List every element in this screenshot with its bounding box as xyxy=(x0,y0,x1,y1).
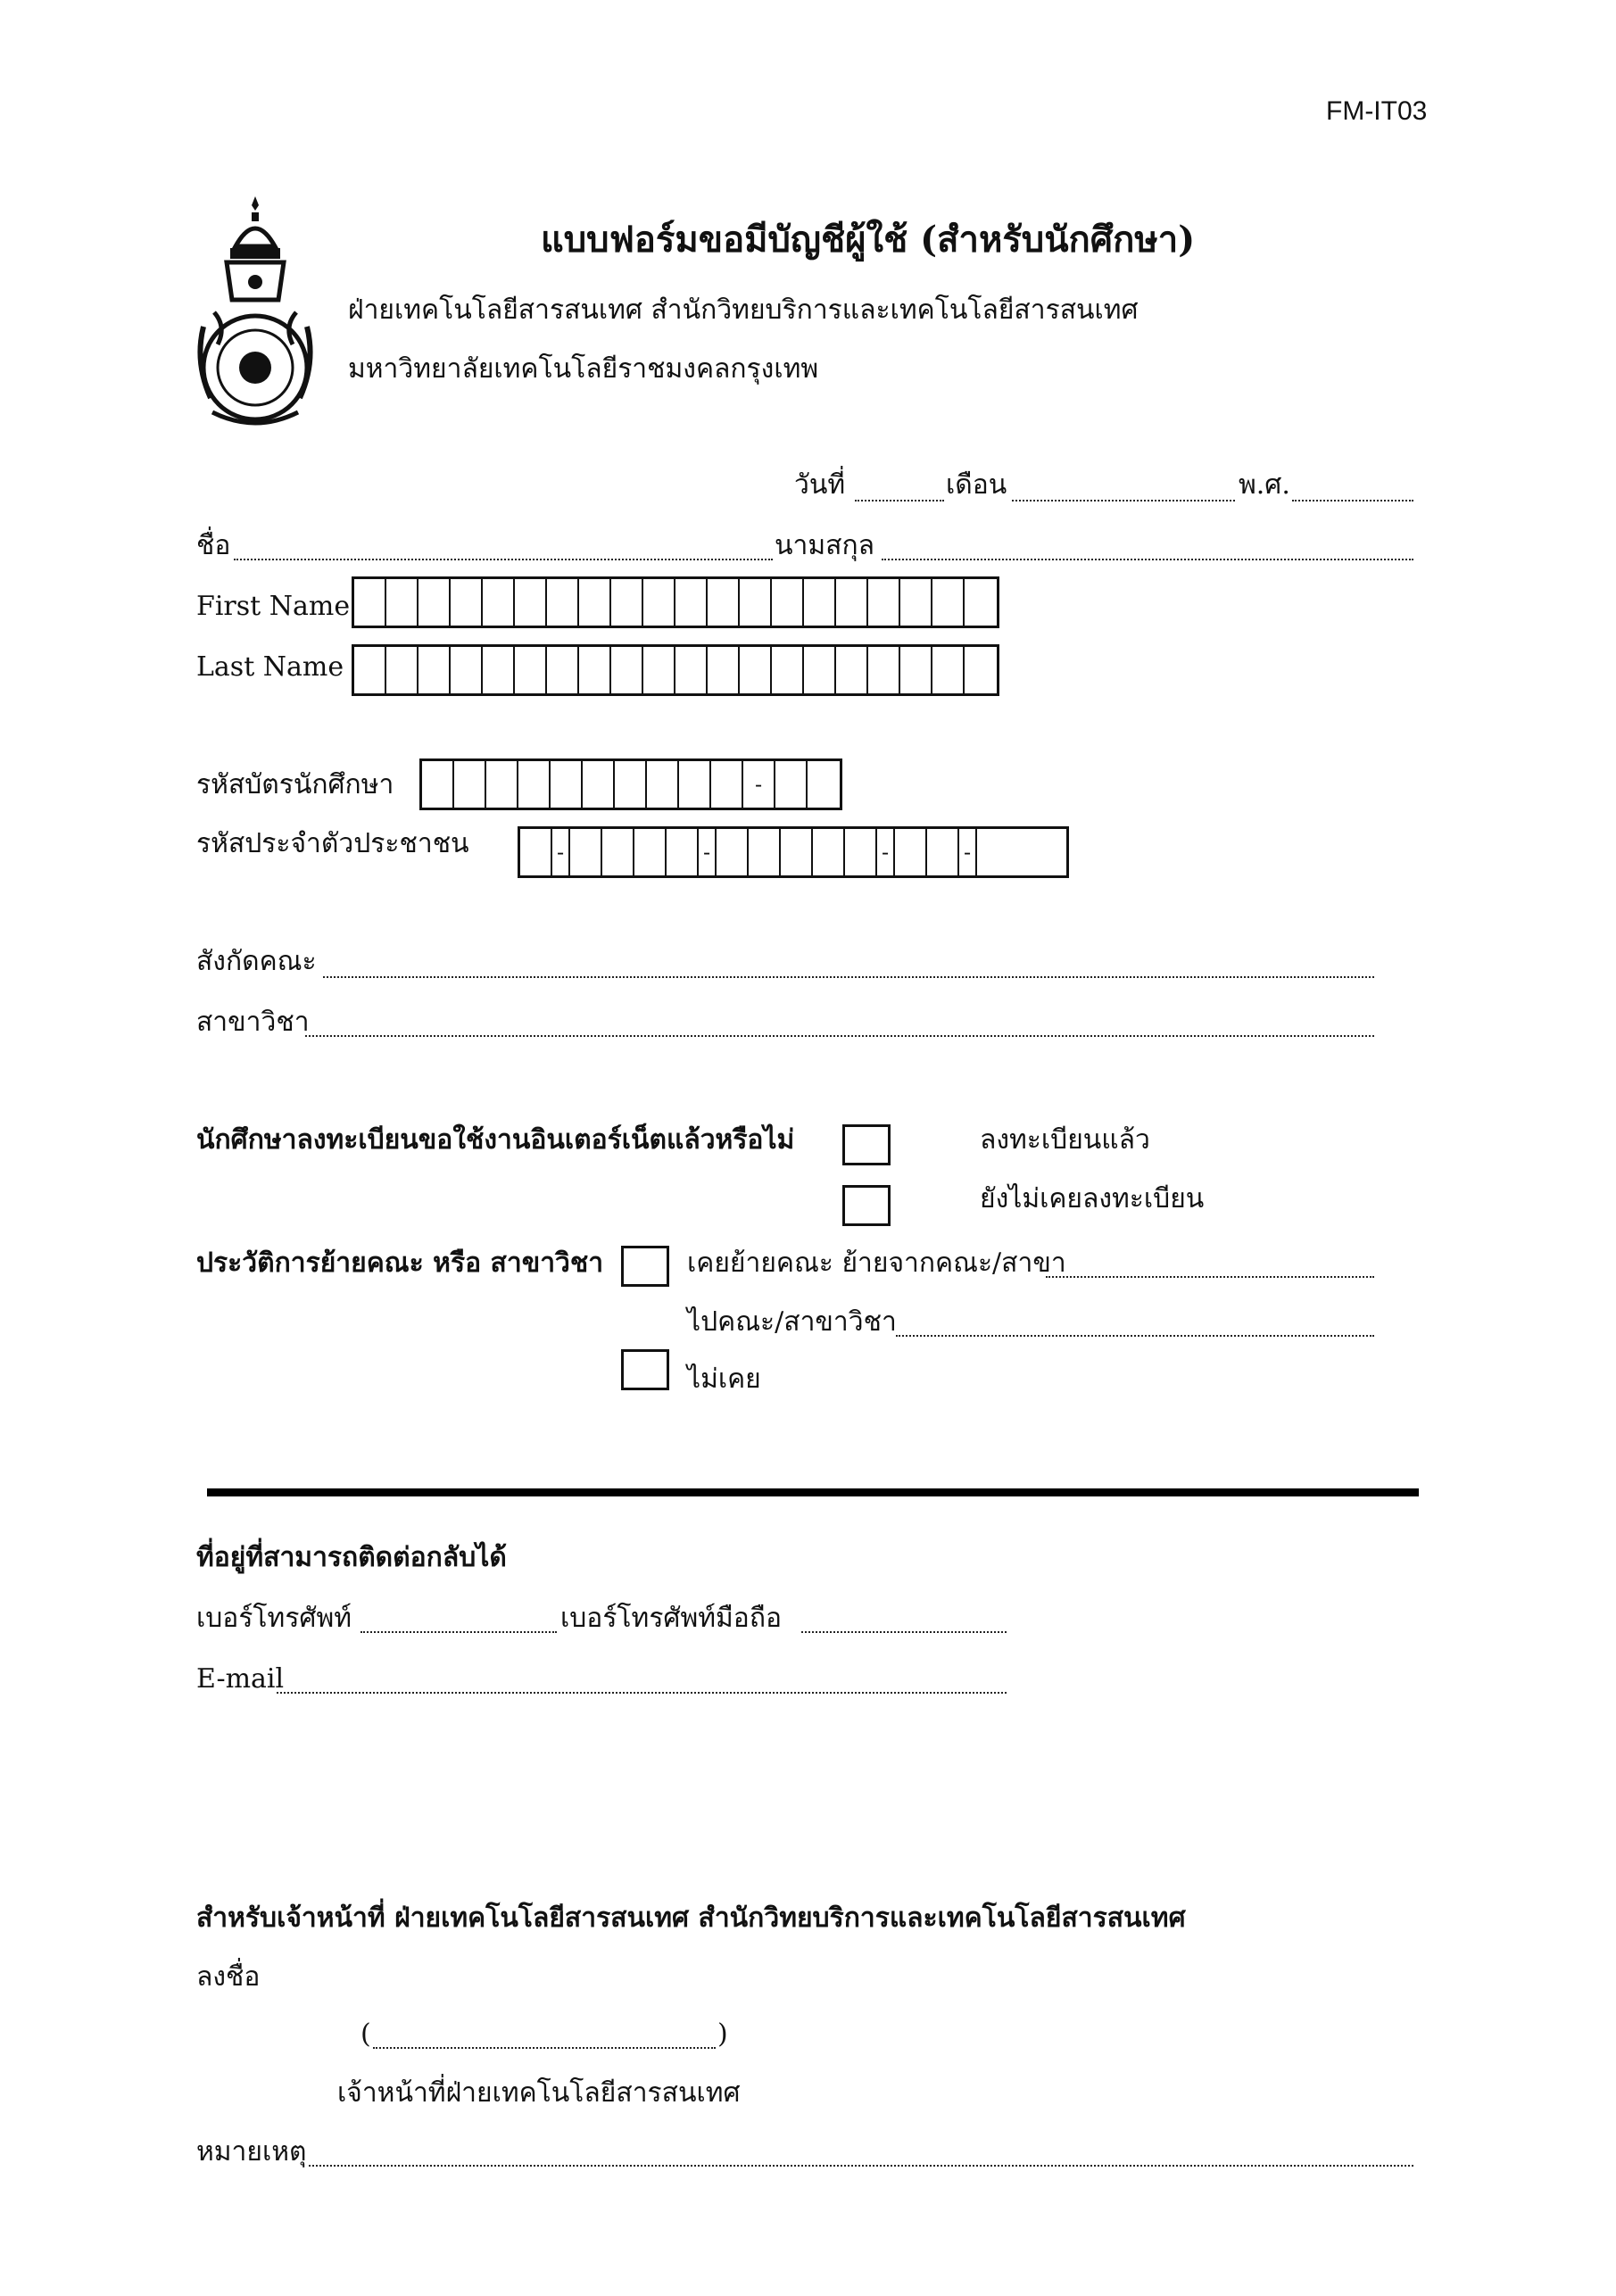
last-name-th-field[interactable] xyxy=(882,559,1413,560)
date-year-label: พ.ศ. xyxy=(1239,469,1290,501)
first-name-th-field[interactable] xyxy=(234,559,773,560)
date-year-field[interactable] xyxy=(1292,500,1413,501)
first-name-en-label: First Name xyxy=(196,591,351,622)
staff-heading: สำหรับเจ้าหน้าที่ ฝ่ายเทคโนโลยีสารสนเทศ สำนักวิทยบริการและเทคโนโลยีสารสนเทศ xyxy=(196,1902,1186,1934)
national-id-label: รหัสประจำตัวประชาชน xyxy=(196,828,469,859)
last-name-th-label: นามสกุล xyxy=(775,530,874,561)
not-registered-option-label: ยังไม่เคยลงทะเบียน xyxy=(980,1183,1205,1214)
national-id-dash-4: - xyxy=(959,829,977,875)
note-label: หมายเหตุ xyxy=(196,2136,307,2168)
sign-label: ลงชื่อ xyxy=(196,1961,261,1993)
national-id-boxes[interactable] xyxy=(518,826,1069,878)
never-transferred-checkbox[interactable] xyxy=(621,1349,669,1390)
note-field[interactable] xyxy=(309,2165,1413,2167)
faculty-label: สังกัดคณะ xyxy=(196,946,317,977)
transferred-option-label: เคยย้ายคณะ ย้ายจากคณะ/สาขา xyxy=(687,1247,1066,1279)
staff-role: เจ้าหน้าที่ฝ่ายเทคโนโลยีสารสนเทศ xyxy=(337,2077,741,2109)
date-month-field[interactable] xyxy=(1012,500,1235,501)
transfer-from-field[interactable] xyxy=(1046,1276,1374,1278)
mobile-label: เบอร์โทรศัพท์มือถือ xyxy=(560,1603,782,1634)
student-id-boxes[interactable] xyxy=(419,758,842,810)
first-name-th-label: ชื่อ xyxy=(196,530,231,561)
registered-checkbox[interactable] xyxy=(842,1124,891,1165)
signature-paren-close: ) xyxy=(717,2018,728,2050)
not-registered-checkbox[interactable] xyxy=(842,1185,891,1226)
phone-label: เบอร์โทรศัพท์ xyxy=(196,1603,352,1634)
phone-field[interactable] xyxy=(360,1631,557,1633)
email-field[interactable] xyxy=(277,1692,1007,1694)
transferred-checkbox[interactable] xyxy=(621,1246,669,1287)
first-name-en-boxes[interactable] xyxy=(352,576,999,628)
faculty-field[interactable] xyxy=(323,976,1374,978)
signature-field[interactable] xyxy=(373,2047,716,2049)
date-day-field[interactable] xyxy=(855,500,944,501)
mobile-field[interactable] xyxy=(801,1631,1007,1633)
section-divider xyxy=(207,1488,1419,1496)
org-line-2: มหาวิทยาลัยเทคโนโลยีราชมงคลกรุงเทพ xyxy=(348,353,819,385)
registered-option-label: ลงทะเบียนแล้ว xyxy=(980,1124,1150,1156)
last-name-en-boxes[interactable] xyxy=(352,644,999,696)
major-field[interactable] xyxy=(305,1035,1374,1037)
internet-question: นักศึกษาลงทะเบียนขอใช้งานอินเตอร์เน็ตแล้วหรือไม่ xyxy=(196,1124,795,1156)
form-code: FM-IT03 xyxy=(1326,96,1428,126)
student-id-dash: - xyxy=(743,761,775,808)
never-transferred-label: ไม่เคย xyxy=(687,1364,761,1395)
university-seal-icon xyxy=(191,193,319,427)
transfer-to-field[interactable] xyxy=(896,1335,1374,1337)
student-id-label: รหัสบัตรนักศึกษา xyxy=(196,769,394,800)
national-id-dash-2: - xyxy=(699,829,717,875)
signature-paren-open: ( xyxy=(360,2018,371,2050)
transfer-to-label: ไปคณะ/สาขาวิชา xyxy=(687,1306,897,1338)
form-title: แบบฟอร์มขอมีบัญชีผู้ใช้ (สำหรับนักศึกษา) xyxy=(541,219,1196,261)
last-name-en-label: Last Name xyxy=(196,651,344,683)
major-label: สาขาวิชา xyxy=(196,1007,310,1038)
email-label: E-mail xyxy=(196,1663,285,1695)
transfer-question: ประวัติการย้ายคณะ หรือ สาขาวิชา xyxy=(196,1247,604,1279)
date-month-label: เดือน xyxy=(946,469,1007,501)
contact-heading: ที่อยู่ที่สามารถติดต่อกลับได้ xyxy=(196,1542,507,1573)
date-day-label: วันที่ xyxy=(794,469,846,501)
national-id-dash-3: - xyxy=(877,829,895,875)
org-line-1: ฝ่ายเทคโนโลยีสารสนเทศ สำนักวิทยบริการและเทคโนโลยีสารสนเทศ xyxy=(348,294,1139,326)
national-id-dash-1: - xyxy=(552,829,570,875)
